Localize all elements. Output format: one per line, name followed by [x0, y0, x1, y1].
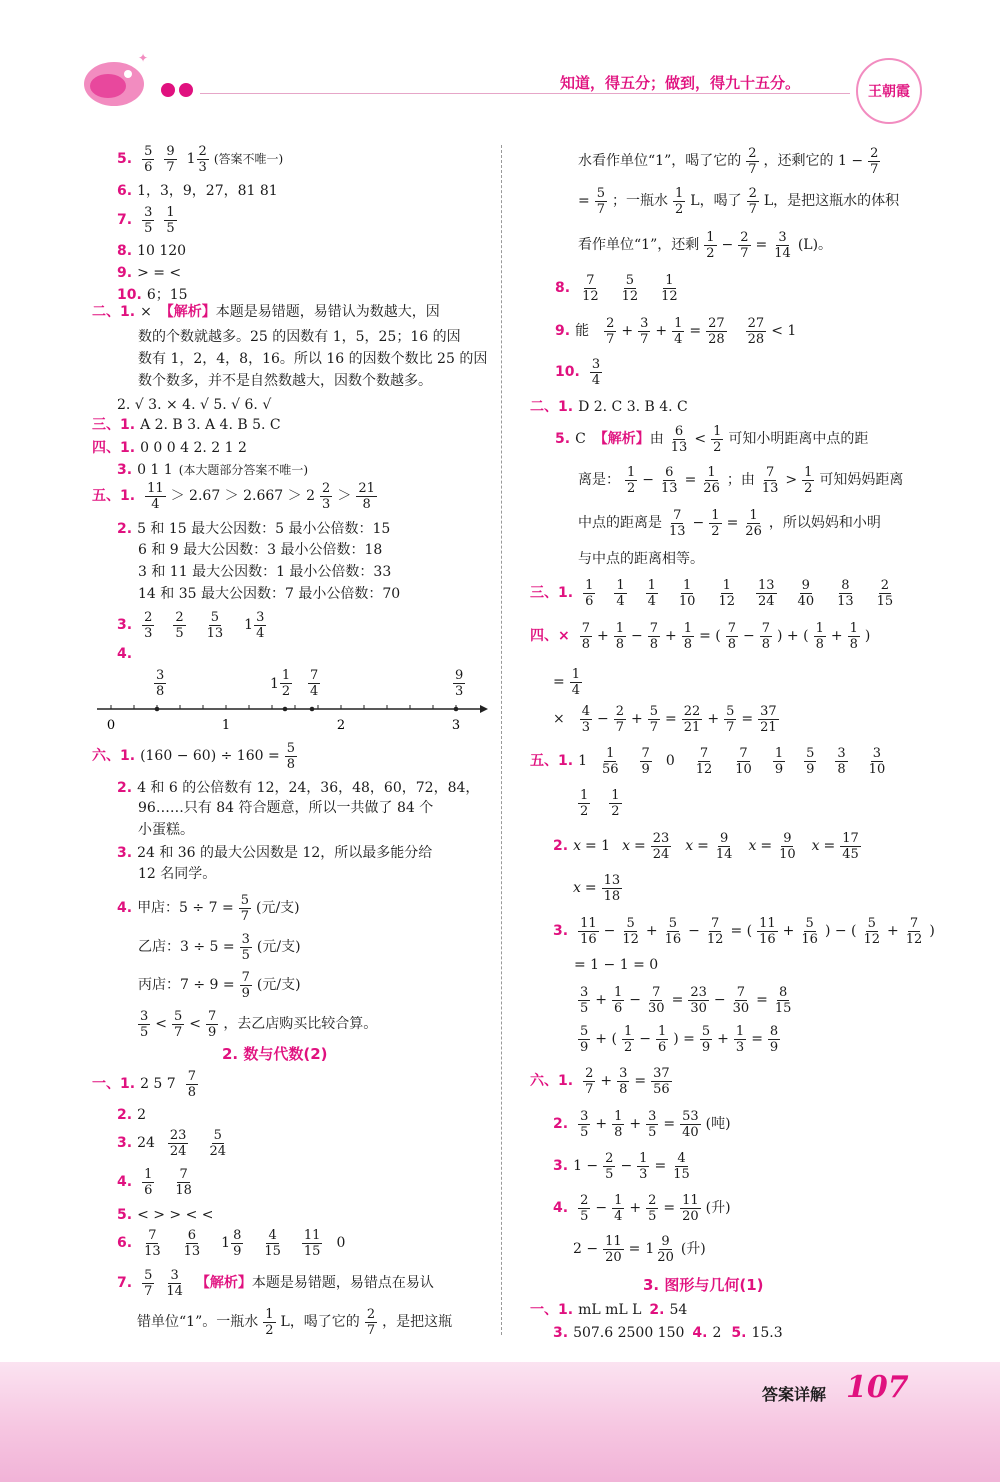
fraction: $\frac{1}{6}$ — [657, 1024, 667, 1055]
fraction: $\frac{3}{5}$ — [144, 205, 153, 236]
fraction: $\frac{37}{21}$ — [760, 704, 777, 735]
fraction: $\frac{6}{13}$ — [183, 1228, 201, 1259]
answer-row: 四、1. 0 0 0 4 2. 2 1 2 — [92, 440, 247, 456]
answer-line: 小蛋糕。 — [138, 822, 194, 838]
answer-row: 2. 2 — [117, 1107, 146, 1123]
answer-row: 一、1. mL mL L 2. 54 — [530, 1302, 688, 1318]
answer-row: 水看作单位“1”，喝了它的 $\frac{2}{7}$ ，还剩它的 1 − $\frac{2}{7}$ — [578, 146, 879, 177]
fraction: $\frac{23}{30}$ — [690, 985, 707, 1016]
brand-seal — [856, 58, 922, 124]
fraction: $\frac{7}{8}$ — [581, 621, 591, 652]
answer-row: 2. √ 3. × 4. √ 5. √ 6. √ — [117, 397, 272, 413]
answer-row: 三、1. $\frac{1}{6}$ $\frac{1}{4}$ $\frac{1}{4}$ $\frac{1}{10}$ $\frac{1}{12}$ $\frac{13}{24}$ $\frac{9}{40}$ $\frac{8}{13}$ $\frac{2}{15}$ — [530, 578, 894, 609]
fraction: $\frac{5}{16}$ — [801, 916, 818, 947]
svg-text:✦: ✦ — [138, 51, 149, 65]
footer-band — [0, 1362, 1000, 1482]
fraction: $\frac{1}{6}$ — [144, 1167, 153, 1198]
answer-row: $\frac{3}{5}$ < $\frac{5}{7}$ < $\frac{7}{9}$ ，去乙店购买比较合算。 — [140, 1009, 378, 1040]
fraction: $\frac{3}{14}$ — [774, 230, 791, 261]
answer-row: 6. 1，3，9，27，81 81 — [117, 183, 278, 199]
fraction: $\frac{3}{8}$ — [619, 1066, 628, 1097]
fraction: $\frac{17}{45}$ — [842, 831, 859, 862]
fraction: $\frac{1}{2}$ — [611, 788, 620, 819]
fraction: $\frac{2}{7}$ — [585, 1066, 594, 1097]
fraction: $\frac{23}{24}$ — [652, 831, 670, 862]
fraction: $\frac{3}{5}$ — [140, 1009, 149, 1040]
fraction: $\frac{3}{10}$ — [868, 746, 886, 777]
answer-row: 10. $\frac{3}{4}$ — [555, 357, 601, 388]
fraction: $\frac{7}{9}$ — [241, 970, 250, 1001]
fraction: $\frac{7}{8}$ — [761, 621, 771, 652]
answer-row: 一、1. 2 5 7 $\frac{7}{8}$ — [92, 1069, 196, 1100]
fraction: $\frac{1}{4}$ — [571, 667, 581, 698]
fraction: $\frac{7}{12}$ — [582, 273, 599, 304]
fraction: $\frac{27}{28}$ — [747, 316, 765, 347]
tick-label: 3 — [451, 718, 461, 733]
answer-line: = 1 − 1 = 0 — [574, 957, 659, 973]
answer-row: 乙店：3 ÷ 5 = $\frac{3}{5}$ (元/支) — [138, 932, 301, 963]
answer-row: 7. $\frac{3}{5}$ $\frac{1}{5}$ — [117, 205, 175, 236]
fraction: $\frac{4}{3}$ — [581, 704, 591, 735]
fraction: $\frac{21}{8}$ — [358, 481, 375, 512]
fraction: $\frac{5}{24}$ — [209, 1128, 226, 1159]
answer-row: 8. $\frac{7}{12}$ $\frac{5}{12}$ $\frac{1}{12}$ — [555, 273, 678, 304]
answer-row: 看作单位“1”，还剩 $\frac{1}{2}$ − $\frac{2}{7}$ = $\frac{3}{14}$ (L)。 — [578, 230, 833, 261]
fraction: $\frac{7}{13}$ — [761, 465, 779, 496]
fraction: $\frac{5}{7}$ — [596, 186, 606, 217]
answer-row: 错单位“1”。一瓶水 $\frac{1}{2}$ L，喝了它的 $\frac{2}{7}$ ，是把这瓶 — [137, 1307, 453, 1338]
fraction: $\frac{1}{9}$ — [774, 746, 784, 777]
fraction: $\frac{3}{5}$ — [241, 932, 250, 963]
fraction: $\frac{1}{2}$ — [265, 1307, 274, 1338]
fraction: $\frac{9}{14}$ — [715, 831, 733, 862]
fraction: $\frac{1}{8}$ — [615, 621, 625, 652]
fraction: $\frac{8}{15}$ — [774, 985, 792, 1016]
tick-label: 2 — [336, 718, 346, 733]
fraction: $\frac{7}{30}$ — [732, 985, 750, 1016]
fraction: $\frac{9}{10}$ — [779, 831, 796, 862]
fraction: $\frac{5}{8}$ — [286, 741, 295, 772]
answer-row: 3. 1 − $\frac{2}{5}$ − $\frac{1}{3}$ = $\frac{4}{15}$ — [553, 1151, 690, 1182]
answer-row: 4. $\frac{1}{6}$ $\frac{7}{18}$ — [117, 1167, 192, 1198]
fraction: $\frac{5}{9}$ — [806, 746, 815, 777]
fraction: $\frac{1}{3}$ — [639, 1151, 648, 1182]
answer-row: 五、1. 1 $\frac{1}{56}$ $\frac{7}{9}$ 0 $\frac{7}{12}$ $\frac{7}{10}$ $\frac{1}{9}$ $\frac{5}{9}$ $\frac{3}{8}$ $\frac{3}{10}$ — [530, 746, 886, 777]
fraction: $\frac{1}{2}$ — [623, 1024, 633, 1055]
fraction: $\frac{5}{9}$ — [580, 1024, 589, 1055]
fraction: $\frac{2}{7}$ — [366, 1307, 376, 1338]
answer-row: 3. 24 和 36 的最大公因数是 12，所以最多能分给 — [117, 845, 433, 861]
fraction: $\frac{1}{8}$ — [849, 621, 858, 652]
fraction: $\frac{13}{24}$ — [758, 578, 775, 609]
fraction: $\frac{1}{4}$ — [674, 316, 683, 347]
answer-row: 10. 6；15 — [117, 287, 188, 303]
fraction: $\frac{7}{12}$ — [905, 916, 923, 947]
section-title: 3. 图形与几何(1) — [643, 1276, 764, 1294]
fraction: $\frac{2}{5}$ — [580, 1193, 589, 1224]
header-slogan: 知道，得五分；做到，得九十五分。 — [560, 74, 801, 92]
fraction: $\frac{1}{8}$ — [815, 621, 824, 652]
point-label: $\frac{3}{8}$ — [156, 668, 165, 699]
fraction: $\frac{27}{28}$ — [708, 316, 725, 347]
fraction: $\frac{2}{7}$ — [870, 146, 879, 177]
answer-row: 4. 甲店：5 ÷ 7 = $\frac{5}{7}$ (元/支) — [117, 893, 300, 924]
fraction: $\frac{2}{7}$ — [615, 704, 625, 735]
fraction: $\frac{5}{12}$ — [622, 916, 639, 947]
answer-row: 二、1. D 2. C 3. B 4. C — [530, 399, 688, 415]
fraction: $\frac{1}{2}$ — [711, 508, 720, 539]
fraction: $\frac{3}{5}$ — [580, 1109, 589, 1140]
fraction: $\frac{8}{13}$ — [837, 578, 854, 609]
fraction: $\frac{7}{12}$ — [706, 916, 724, 947]
tick-label: 0 — [106, 718, 116, 733]
fraction: $\frac{5}{16}$ — [664, 916, 682, 947]
fraction: $\frac{5}{7}$ — [144, 1268, 153, 1299]
mascot-logo — [78, 48, 228, 108]
answer-row: 3. 0 1 1 (本大题部分答案不唯一) — [117, 462, 309, 478]
answer-row: 9. > = < — [117, 265, 182, 281]
fraction: $\frac{5}{12}$ — [621, 273, 639, 304]
answer-row: = $\frac{1}{4}$ — [553, 667, 581, 698]
footer-label: 答案详解 — [762, 1385, 827, 1404]
answer-row: 8. 10 120 — [117, 243, 187, 259]
fraction: $\frac{11}{16}$ — [580, 916, 597, 947]
fraction: $\frac{1}{2}$ — [804, 465, 813, 496]
fraction: $\frac{5}{9}$ — [701, 1024, 711, 1055]
fraction: $\frac{1}{12}$ — [661, 273, 678, 304]
answer-row: 2. $\frac{3}{5}$ + $\frac{1}{8}$ + $\frac{3}{5}$ = $\frac{53}{40}$ (吨) — [553, 1109, 731, 1140]
fraction: $\frac{1}{2}$ — [713, 424, 722, 455]
fraction: $\frac{7}{13}$ — [669, 508, 686, 539]
fraction: $\frac{2}{5}$ — [175, 610, 184, 641]
fraction: $\frac{1}{10}$ — [678, 578, 696, 609]
fraction: $\frac{2}{15}$ — [876, 578, 894, 609]
fraction: $\frac{4}{15}$ — [264, 1228, 281, 1259]
fraction: $\frac{9}{7}$ — [166, 144, 175, 175]
brand-seal-text: 王朝霞 — [868, 84, 910, 100]
fraction: $\frac{3}{5}$ — [648, 1109, 657, 1140]
fraction: $\frac{7}{8}$ — [727, 621, 736, 652]
answer-row: 丙店：7 ÷ 9 = $\frac{7}{9}$ (元/支) — [138, 970, 301, 1001]
fraction: $\frac{2}{7}$ — [748, 186, 757, 217]
fraction: $\frac{5}{7}$ — [726, 704, 735, 735]
answer-row: 4. $\frac{2}{5}$ − $\frac{1}{4}$ + $\frac{2}{5}$ = $\frac{11}{20}$ (升) — [553, 1193, 731, 1224]
fraction: $\frac{5}{7}$ — [240, 893, 249, 924]
fraction: $\frac{2}{7}$ — [748, 146, 757, 177]
fraction: $\frac{13}{18}$ — [603, 873, 621, 904]
fraction: $\frac{11}{16}$ — [759, 916, 776, 947]
point-label: $\frac{7}{4}$ — [310, 668, 319, 699]
answer-line: 3 和 11 最大公因数：1 最小公倍数：33 — [138, 564, 392, 580]
mixed-number: 1 $\frac{9}{20}$ — [645, 1234, 674, 1265]
mixed-number: 1 $\frac{8}{9}$ — [221, 1228, 242, 1259]
fraction: $\frac{7}{30}$ — [648, 985, 665, 1016]
fraction: $\frac{3}{5}$ — [580, 985, 589, 1016]
point-label: $\frac{9}{3}$ — [455, 668, 464, 699]
mixed-number: 1 $\frac{3}{4}$ — [244, 610, 265, 641]
fraction: $\frac{1}{2}$ — [706, 230, 715, 261]
fraction: $\frac{5}{12}$ — [863, 916, 881, 947]
answer-row: 二、1. × 【解析】 本题是易错题，易错认为数越大，因 — [92, 304, 440, 320]
answer-row — [573, 788, 627, 819]
fraction: $\frac{4}{15}$ — [673, 1151, 690, 1182]
answer-row: 六、1. $\frac{2}{7}$ + $\frac{3}{8}$ = $\frac{37}{56}$ — [530, 1066, 670, 1097]
fraction: $\frac{8}{9}$ — [769, 1024, 779, 1055]
fraction: $\frac{7}{18}$ — [175, 1167, 192, 1198]
fraction: $\frac{2}{3}$ — [322, 481, 331, 512]
mixed-number: 1 $\frac{2}{3}$ — [186, 144, 207, 175]
answer-row: 五、1. $\frac{11}{4}$ ＞ 2.67 ＞ 2.667 ＞ 2 $\frac{2}{3}$ ＞ $\frac{21}{8}$ — [92, 481, 375, 512]
fraction: $\frac{7}{8}$ — [649, 621, 659, 652]
fraction: $\frac{2}{7}$ — [606, 316, 615, 347]
fraction: $\frac{53}{40}$ — [682, 1109, 699, 1140]
fraction: $\frac{1}{56}$ — [601, 746, 619, 777]
fraction: $\frac{2}{7}$ — [740, 230, 749, 261]
answer-row: 六、1. (160 − 60) ÷ 160 = $\frac{5}{8}$ — [92, 741, 295, 772]
fraction: $\frac{11}{15}$ — [303, 1228, 321, 1259]
answer-row: 2. 4 和 6 的公倍数有 12，24，36，48，60，72，84， — [117, 780, 480, 796]
answer-row: 3. 24 $\frac{23}{24}$ $\frac{5}{24}$ — [117, 1128, 226, 1159]
fraction: $\frac{1}{8}$ — [683, 621, 693, 652]
answer-row: 2. 5 和 15 最大公因数：5 最小公倍数：15 — [117, 521, 391, 537]
fraction: $\frac{3}{7}$ — [640, 316, 649, 347]
analysis-text: 数有 1，2，4，8，16。所以 16 的因数个数比 25 的因 — [138, 351, 488, 367]
fraction: $\frac{2}{5}$ — [648, 1193, 657, 1224]
fraction: $\frac{7}{10}$ — [735, 746, 752, 777]
answer-row: = $\frac{5}{7}$ ；一瓶水 $\frac{1}{2}$ L，喝了 $\frac{2}{7}$ L，是把这瓶水的体积 — [578, 186, 900, 217]
answer-row: 2. x = 1 x = $\frac{23}{24}$ x = $\frac{9}{14}$ x = $\frac{9}{10}$ x = $\frac{17}{45}$ — [553, 831, 859, 862]
answer-row: 5. < > > < < — [117, 1207, 214, 1223]
fraction: $\frac{7}{9}$ — [641, 746, 650, 777]
answer-row: 三、1. A 2. B 3. A 4. B 5. C — [92, 417, 281, 433]
answer-row: 3. $\frac{11}{16}$ − $\frac{5}{12}$ + $\frac{5}{16}$ − $\frac{7}{12}$ = ( $\frac{11}{16}$ + $\frac{5}{16}$ ) − ( $\frac{5}{12}$ + $\frac{7}{12}$ ) — [553, 916, 935, 947]
fraction: $\frac{11}{4}$ — [147, 481, 164, 512]
fraction: $\frac{1}{4}$ — [616, 578, 625, 609]
fraction: $\frac{23}{24}$ — [169, 1128, 187, 1159]
fraction: $\frac{7}{9}$ — [208, 1009, 217, 1040]
fraction: $\frac{1}{2}$ — [580, 788, 589, 819]
fraction: $\frac{3}{14}$ — [166, 1268, 183, 1299]
fraction: $\frac{3}{4}$ — [591, 357, 601, 388]
analysis-text: 数的个数就越多。25 的因数有 1，5，25；16 的因 — [138, 329, 461, 345]
answer-row: 4. — [117, 646, 133, 662]
analysis-text: 数个数多，并不是自然数越大，因数个数越多。 — [138, 373, 432, 389]
answer-line: 96……只有 84 符合题意，所以一共做了 84 个 — [138, 800, 434, 816]
answer-row: 5. $\frac{5}{6}$ $\frac{9}{7}$ 1 $\frac{2}{3}$ (答案不唯一) — [117, 144, 284, 175]
fraction: $\frac{5}{13}$ — [206, 610, 224, 641]
answer-row: 9. 能 $\frac{2}{7}$ + $\frac{3}{7}$ + $\frac{1}{4}$ = $\frac{27}{28}$ $\frac{27}{28}$ < 1 — [555, 316, 797, 347]
fraction: $\frac{11}{20}$ — [682, 1193, 699, 1224]
column-divider — [501, 145, 502, 1335]
fraction: $\frac{5}{6}$ — [144, 144, 153, 175]
fraction: $\frac{22}{21}$ — [683, 704, 701, 735]
fraction: $\frac{3}{8}$ — [837, 746, 846, 777]
answer-row: x = $\frac{13}{18}$ — [573, 873, 621, 904]
point-label: 1 $\frac{1}{2}$ — [270, 668, 291, 699]
answer-line: 14 和 35 最大公因数：7 最小公倍数：70 — [138, 586, 401, 602]
fraction: $\frac{6}{13}$ — [670, 424, 688, 455]
fraction: $\frac{9}{40}$ — [797, 578, 815, 609]
fraction: $\frac{1}{4}$ — [647, 578, 656, 609]
fraction: $\frac{1}{6}$ — [585, 578, 594, 609]
fraction: $\frac{1}{4}$ — [614, 1193, 623, 1224]
answer-row: 2 − $\frac{11}{20}$ = 1 $\frac{9}{20}$ (升) — [573, 1234, 706, 1265]
answer-line: 6 和 9 最大公因数：3 最小公倍数：18 — [138, 542, 383, 558]
answer-line: 与中点的距离相等。 — [578, 551, 704, 567]
header-rule — [200, 93, 850, 94]
answer-row: 7. $\frac{5}{7}$ $\frac{3}{14}$ 【解析】 本题是易错题，易错点在易认 — [117, 1268, 434, 1299]
fraction: $\frac{1}{12}$ — [718, 578, 735, 609]
fraction: $\frac{2}{3}$ — [144, 610, 153, 641]
answer-line: 12 名同学。 — [138, 866, 217, 882]
fraction: $\frac{1}{3}$ — [735, 1024, 745, 1055]
fraction: $\frac{7}{13}$ — [144, 1228, 161, 1259]
fraction: $\frac{11}{20}$ — [605, 1234, 622, 1265]
fraction: $\frac{1}{26}$ — [745, 508, 762, 539]
header — [0, 0, 1000, 120]
page-number: 107 — [846, 1370, 909, 1405]
answer-row: $\frac{5}{9}$ + ( $\frac{1}{2}$ − $\frac{1}{6}$ ) = $\frac{5}{9}$ + $\frac{1}{3}$ = $\frac{8}{9}$ — [580, 1024, 779, 1055]
fraction: $\frac{5}{7}$ — [649, 704, 659, 735]
fraction: $\frac{1}{2}$ — [627, 465, 636, 496]
fraction: $\frac{7}{8}$ — [187, 1069, 196, 1100]
answer-row: $\frac{3}{5}$ + $\frac{1}{6}$ − $\frac{7}{30}$ = $\frac{23}{30}$ − $\frac{7}{30}$ = $\frac{8}{15}$ — [580, 985, 792, 1016]
fraction: $\frac{37}{56}$ — [653, 1066, 670, 1097]
answer-row: × $\frac{4}{3}$ − $\frac{2}{7}$ + $\frac{5}{7}$ = $\frac{22}{21}$ + $\frac{5}{7}$ = $\frac{37}{21}$ — [553, 704, 777, 735]
answer-row: 四、× $\frac{7}{8}$ + $\frac{1}{8}$ − $\frac{7}{8}$ + $\frac{1}{8}$ = ( $\frac{7}{8}$ − $\frac{7}{8}$ ) + ( $\frac{1}{8}$ + $\frac{1}{8}$ ) — [530, 621, 871, 652]
fraction: $\frac{5}{7}$ — [174, 1009, 183, 1040]
fraction: $\frac{1}{2}$ — [675, 186, 684, 217]
fraction: $\frac{1}{5}$ — [166, 205, 175, 236]
fraction: $\frac{1}{8}$ — [614, 1109, 623, 1140]
fraction: $\frac{2}{5}$ — [605, 1151, 614, 1182]
answer-row: 3. 507.6 2500 150 4. 2 5. 15.3 — [553, 1325, 783, 1341]
answer-row: 6. $\frac{7}{13}$ $\frac{6}{13}$ 1 $\frac{8}{9}$ $\frac{4}{15}$ $\frac{11}{15}$ 0 — [117, 1228, 346, 1259]
tick-label: 1 — [221, 718, 231, 733]
fraction: $\frac{7}{12}$ — [695, 746, 713, 777]
fraction: $\frac{1}{26}$ — [703, 465, 720, 496]
answer-row: 中点的距离是 $\frac{7}{13}$ − $\frac{1}{2}$ = $\frac{1}{26}$ ，所以妈妈和小明 — [578, 508, 881, 539]
fraction: $\frac{6}{13}$ — [661, 465, 678, 496]
section-title: 2. 数与代数(2) — [222, 1045, 328, 1063]
answer-row: 离是： $\frac{1}{2}$ − $\frac{6}{13}$ = $\frac{1}{26}$ ；由 $\frac{7}{13}$ > $\frac{1}{2}$ 可知妈妈距离 — [578, 465, 904, 496]
answer-row: 3. $\frac{2}{3}$ $\frac{2}{5}$ $\frac{5}{13}$ 1 $\frac{3}{4}$ — [117, 610, 265, 641]
fraction: $\frac{1}{6}$ — [614, 985, 623, 1016]
answer-row: 5. C 【解析】 由 $\frac{6}{13}$ < $\frac{1}{2}$ 可知小明距离中点的距 — [555, 424, 869, 455]
